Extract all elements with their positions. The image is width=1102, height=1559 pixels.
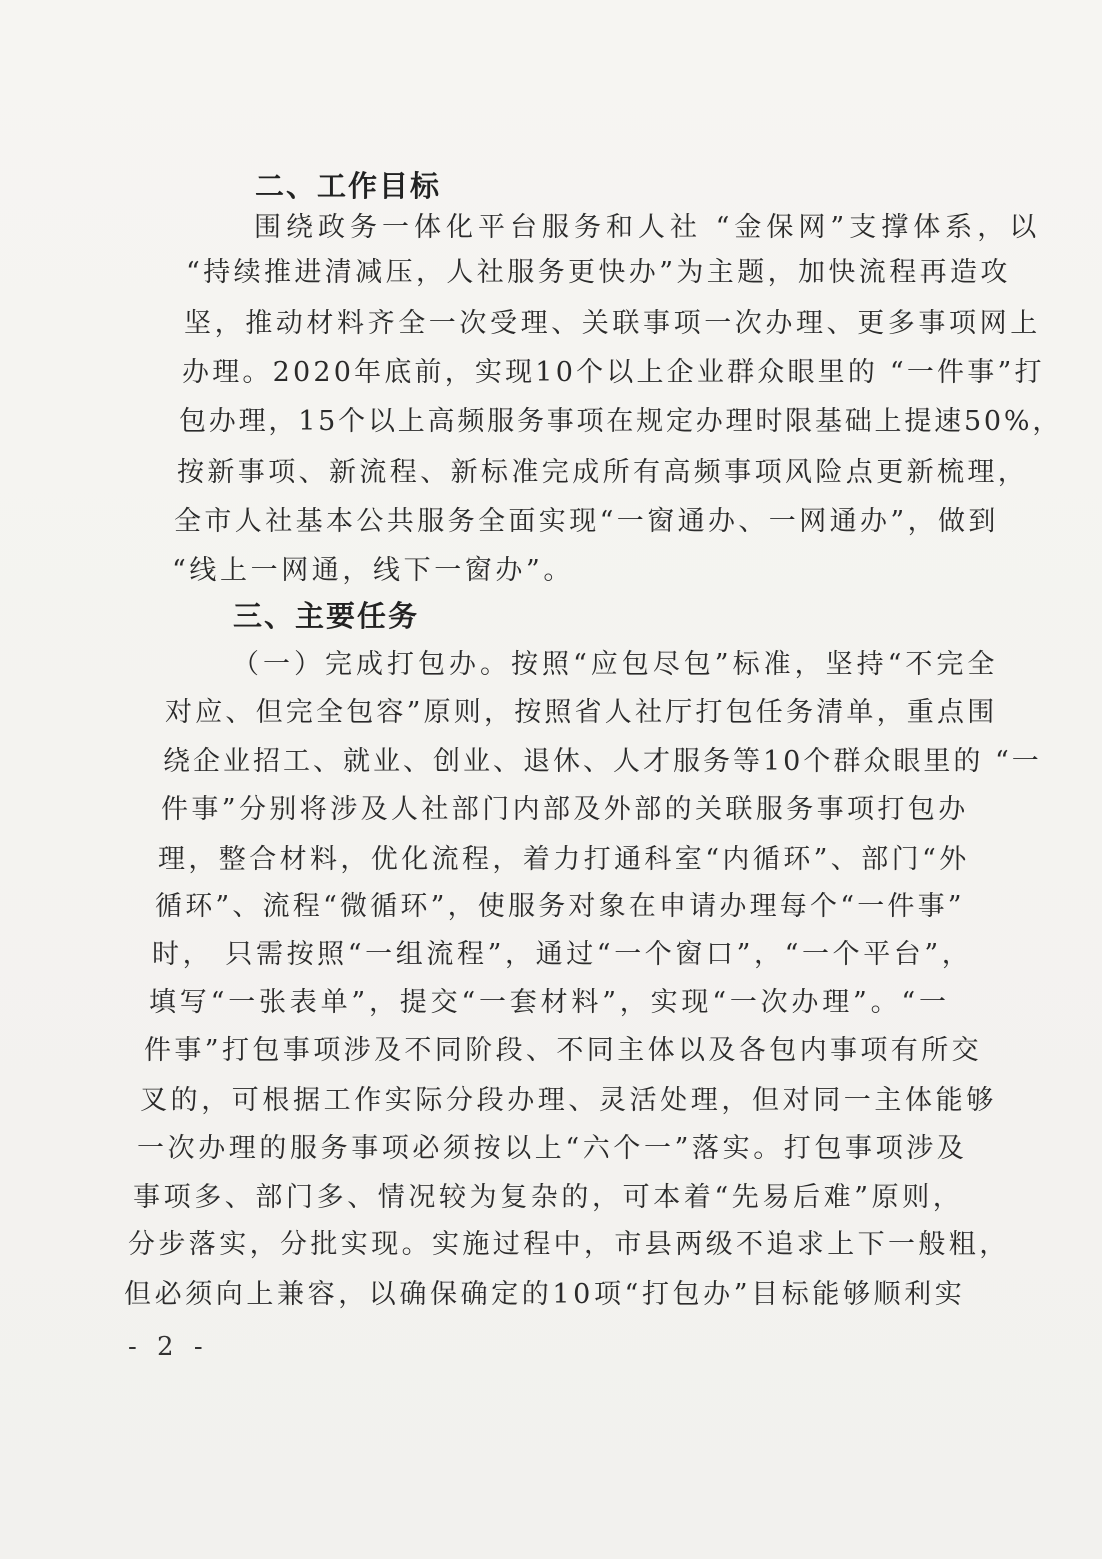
task-line-2: 对应、但完全包容”原则，按照省人社厅打包任务清单，重点围 — [165, 697, 998, 728]
section-heading-work-goals: 二、工作目标 — [255, 169, 442, 203]
goal-line-7: 全市人社基本公共服务全面实现“一窗通办、一网通办”，做到 — [174, 506, 999, 537]
task-line-4: 件事”分别将涉及人社部门内部及外部的关联服务事项打包办 — [161, 794, 969, 825]
goal-line-8: “线上一网通，线下一窗办”。 — [172, 555, 575, 586]
task-line-3: 绕企业招工、就业、创业、退休、人才服务等10个群众眼里的 “一 — [163, 746, 1042, 777]
task-line-7: 时， 只需按照“一组流程”，通过“一个窗口”，“一个平台”， — [152, 939, 973, 970]
goal-line-1: 围绕政务一体化平台服务和人社 “金保网”支撑体系，以 — [254, 212, 1042, 243]
goal-line-6: 按新事项、新流程、新标准完成所有高频事项风险点更新梳理， — [177, 457, 1029, 488]
task-line-13: 分步落实，分批实现。实施过程中，市县两级不追求上下一般粗， — [128, 1229, 1010, 1260]
goal-line-5: 包办理，15个以上高频服务事项在规定办理时限基础上提速50%， — [179, 406, 1063, 437]
task-line-1: （一）完成打包办。按照“应包尽包”标准，坚持“不完全 — [232, 649, 999, 680]
task-line-5: 理，整合材料，优化流程，着力打通科室“内循环”、部门“外 — [158, 844, 970, 875]
task-line-14: 但必须向上兼容，以确保确定的10项“打包办”目标能够顺利实 — [124, 1279, 966, 1310]
goal-line-3: 坚，推动材料齐全一次受理、关联事项一次办理、更多事项网上 — [184, 308, 1041, 339]
task-line-12: 事项多、部门多、情况较为复杂的，可本着“先易后难”原则， — [133, 1182, 964, 1213]
goal-line-2: “持续推进清减压，人社服务更快办”为主题，加快流程再造攻 — [186, 257, 1011, 288]
task-line-6: 循环”、流程“微循环”，使服务对象在申请办理每个“一件事” — [155, 891, 965, 922]
task-line-9: 件事”打包事项涉及不同阶段、不同主体以及各包内事项有所交 — [144, 1035, 983, 1066]
goal-line-4: 办理。2020年底前，实现10个以上企业群众眼里的 “一件事”打 — [182, 357, 1045, 388]
task-line-10: 叉的，可根据工作实际分段办理、灵活处理，但对同一主体能够 — [140, 1085, 997, 1116]
page-number: - 2 - — [128, 1332, 209, 1362]
task-line-8: 填写“一张表单”，提交“一套材料”，实现“一次办理”。“一 — [149, 987, 950, 1018]
section-heading-main-tasks: 三、主要任务 — [233, 599, 420, 633]
task-line-11: 一次办理的服务事项必须按以上“六个一”落实。打包事项涉及 — [137, 1133, 968, 1164]
